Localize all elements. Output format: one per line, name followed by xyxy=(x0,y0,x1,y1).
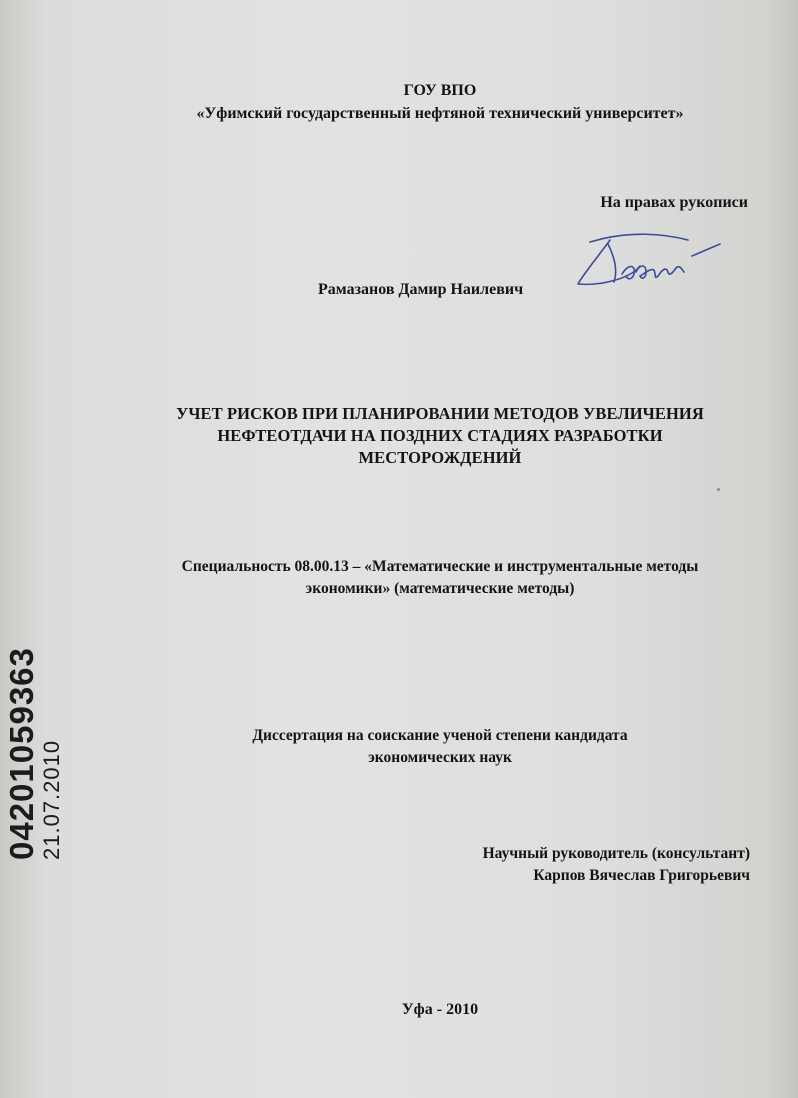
city-year: Уфа - 2010 xyxy=(401,1001,479,1018)
stamp-code: 04201059363 xyxy=(3,647,40,860)
institution-header xyxy=(40,79,798,125)
handwritten-signature xyxy=(570,224,740,304)
title-line: УЧЕТ РИСКОВ ПРИ ПЛАНИРОВАНИИ МЕТОДОВ УВЕЛИЧЕНИЯ xyxy=(176,404,704,423)
degree-line: экономических наук xyxy=(368,749,512,766)
stamp-date: 21.07.2010 xyxy=(39,739,64,860)
advisor-role: Научный руководитель (консультант) xyxy=(482,845,750,862)
author-name: Рамазанов Дамир Наилевич xyxy=(318,281,524,298)
institution-name: «Уфимский государственный нефтяной технический университет» xyxy=(196,105,684,122)
specialty-line: Специальность 08.00.13 – «Математические и инструментальные методы xyxy=(181,558,699,575)
title-line: НЕФТЕОТДАЧИ НА ПОЗДНИХ СТАДИЯХ РАЗРАБОТКИ xyxy=(217,426,663,445)
degree-statement xyxy=(60,725,798,769)
specialty-line: экономики» (математические методы) xyxy=(305,580,575,597)
manuscript-note: На правах рукописи xyxy=(600,194,748,211)
institution-type: ГОУ ВПО xyxy=(403,82,477,99)
scientific-advisor xyxy=(483,843,750,887)
library-stamp xyxy=(4,620,84,860)
degree-line: Диссертация на соискание ученой степени кандидата xyxy=(252,727,628,744)
advisor-name: Карпов Вячеслав Григорьевич xyxy=(533,867,750,884)
paper-speck xyxy=(717,488,720,491)
title-line: МЕСТОРОЖДЕНИЙ xyxy=(358,448,522,467)
specialty xyxy=(60,556,798,600)
dissertation-title xyxy=(60,403,798,469)
